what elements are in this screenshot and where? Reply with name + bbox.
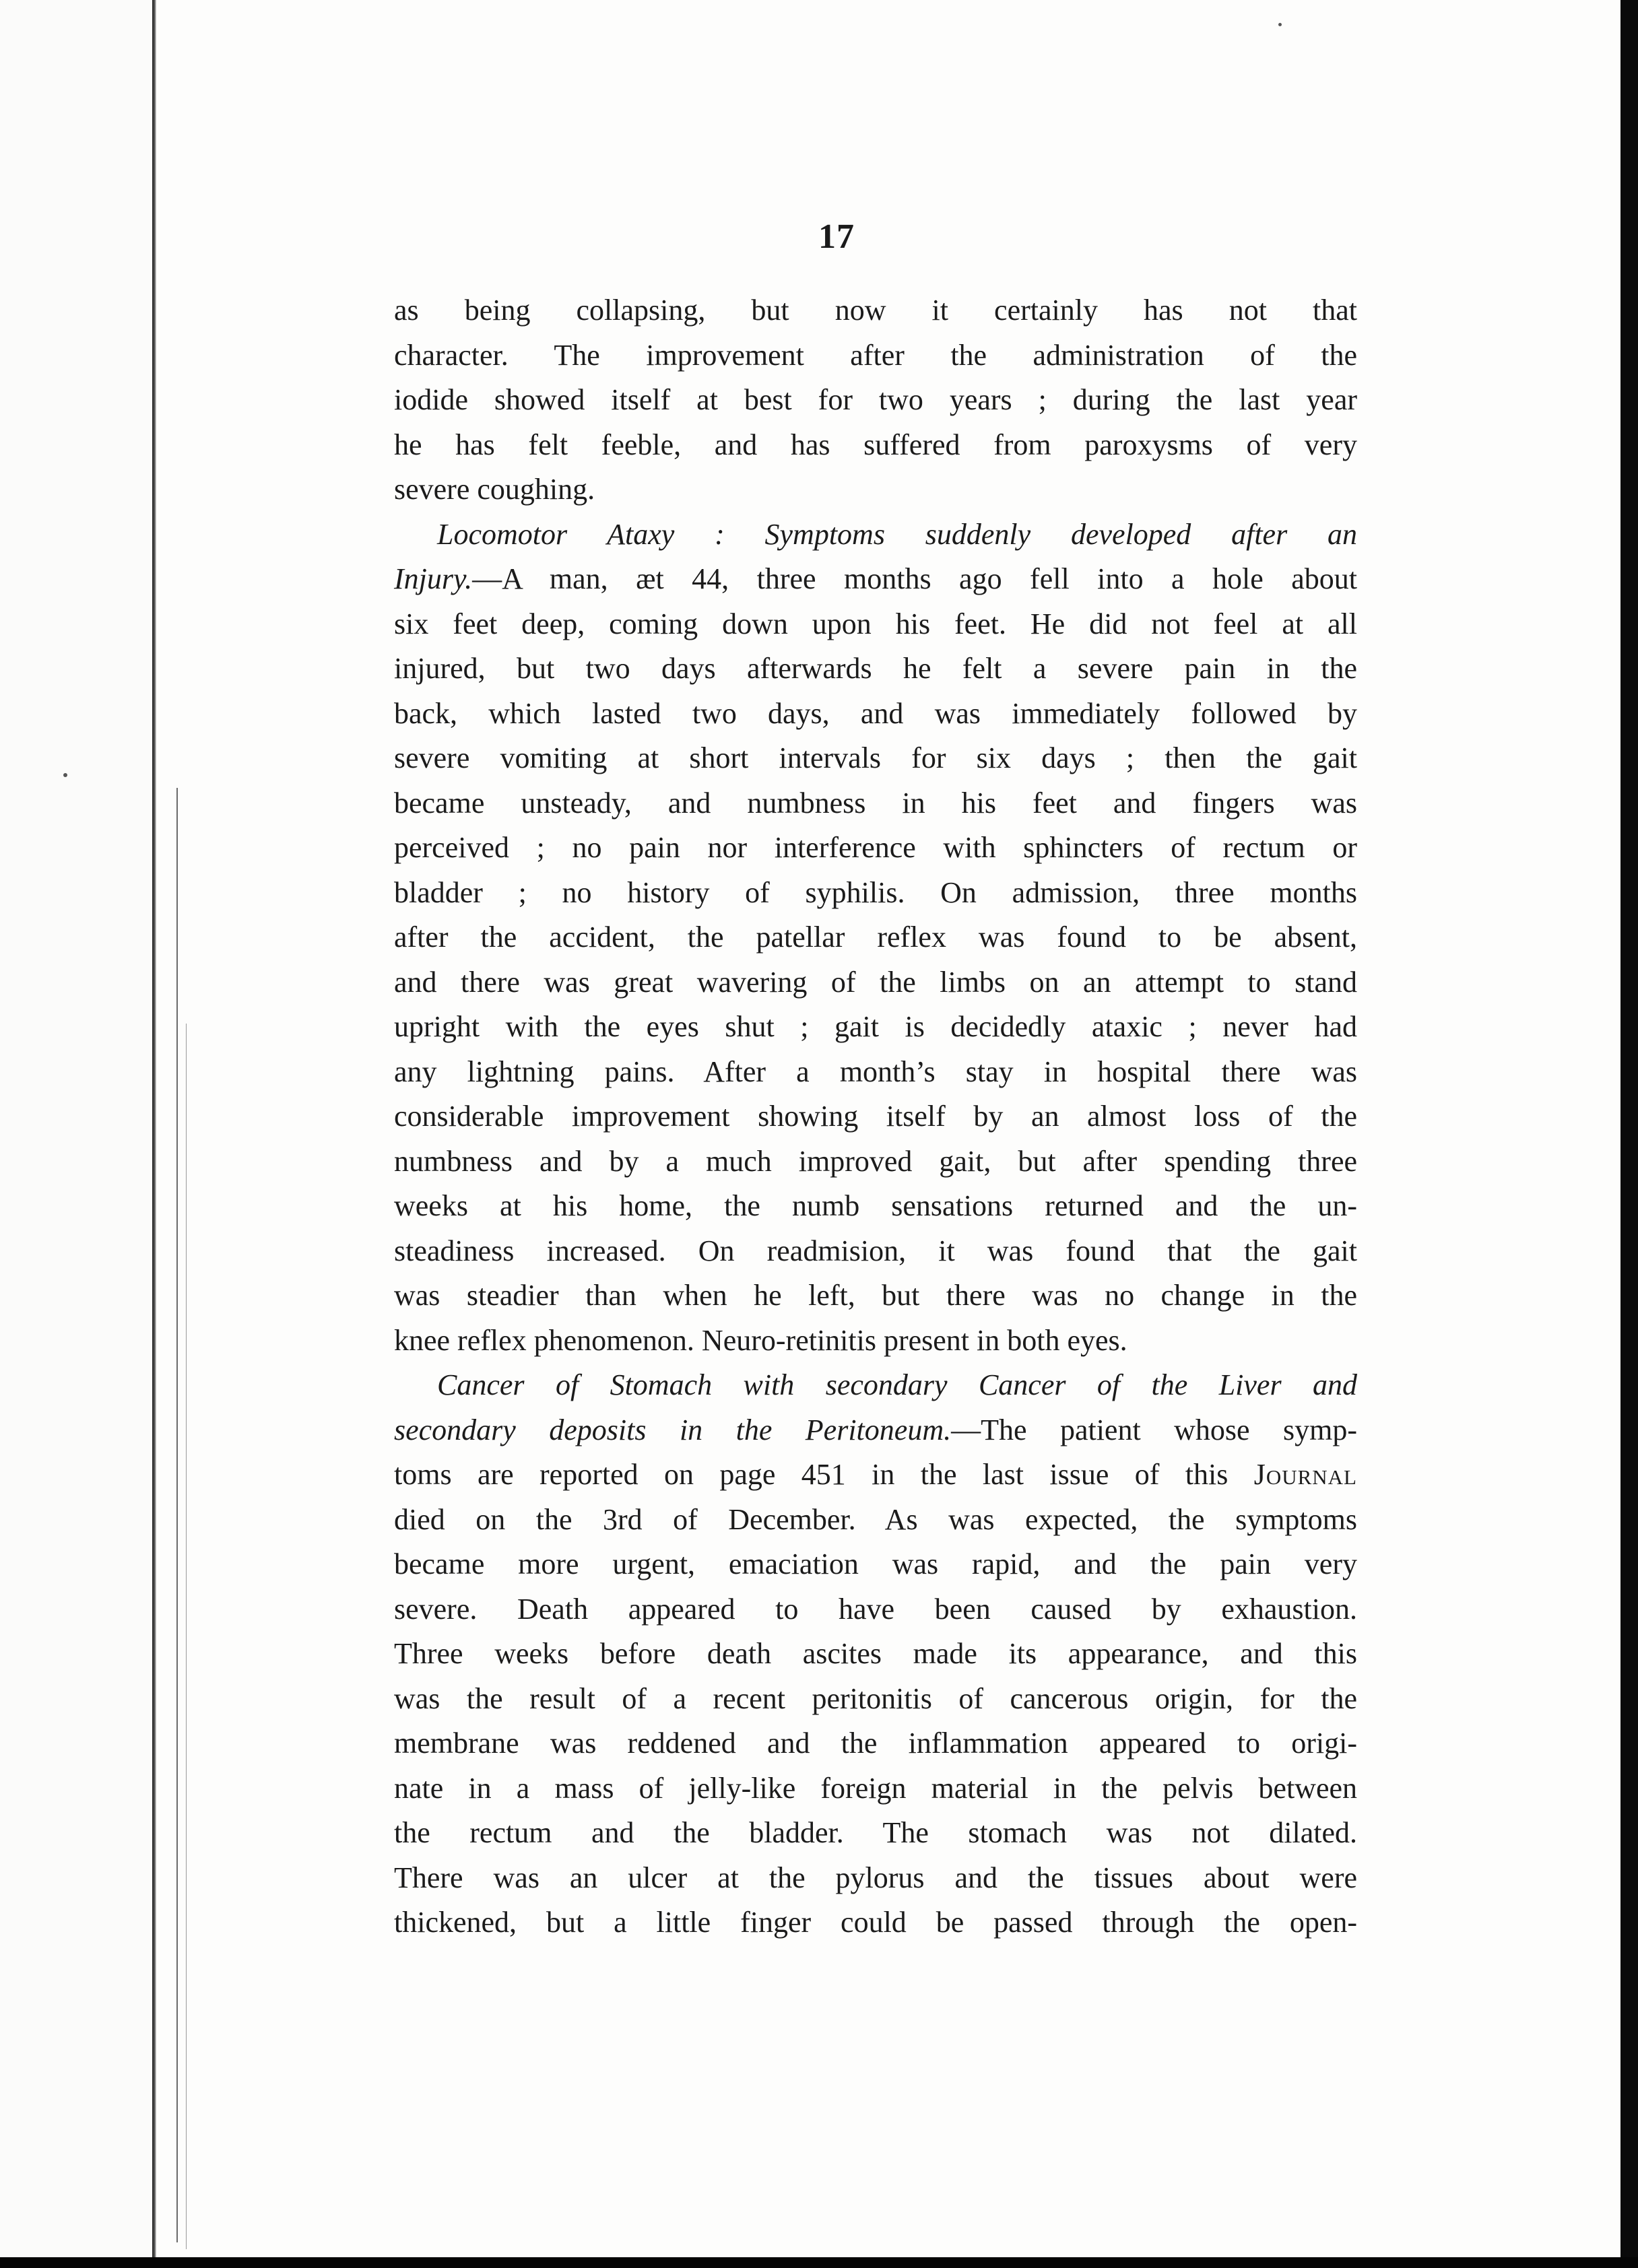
text-line: Injury.—A man, æt 44, three months ago fell into a hole about [394, 562, 1357, 595]
text-line: membrane was reddened and the inflammation appeared to origi- [394, 1727, 1357, 1760]
text-line: numbness and by a much improved gait, but after spending three [394, 1144, 1357, 1178]
text-line: the rectum and the bladder. The stomach was not dilated. [394, 1816, 1357, 1849]
text-line: There was an ulcer at the pylorus and the tissues about were [394, 1861, 1357, 1894]
text-line: perceived ; no pain nor interference with sphincters of rectum or [394, 831, 1357, 864]
left-page-edge [0, 0, 154, 2268]
gutter-line [176, 788, 178, 2242]
text-line: toms are reported on page 451 in the last issue of this Journal [394, 1458, 1357, 1491]
text-line: considerable improvement showing itself by an almost loss of the [394, 1100, 1357, 1133]
scan-speck [1278, 23, 1282, 26]
text-line: nate in a mass of jelly-like foreign material in the pelvis between [394, 1771, 1357, 1805]
journal-name: Journal [1253, 1458, 1357, 1491]
section-heading-end: secondary deposits in the Peritoneum. [394, 1413, 952, 1446]
text-line: Three weeks before death ascites made its appearance, and this [394, 1637, 1357, 1670]
text-line: character. The improvement after the administration of the [394, 338, 1357, 372]
section-heading-end: Injury. [394, 562, 473, 595]
right-scan-border [1620, 0, 1638, 2268]
text-line: secondary deposits in the Peritoneum.—The patient whose symp- [394, 1413, 1357, 1446]
text-line: back, which lasted two days, and was immediately followed by [394, 696, 1357, 730]
text-line: severe. Death appeared to have been caused by exhaustion. [394, 1592, 1357, 1626]
paragraph-continuation [394, 288, 1357, 512]
text-line: died on the 3rd of December. As was expected, the symptoms [394, 1502, 1357, 1536]
text-line: became more urgent, emaciation was rapid, and the pain very [394, 1547, 1357, 1580]
scan-speck [63, 773, 67, 777]
text-line: weeks at his home, the numb sensations returned and the un- [394, 1189, 1357, 1222]
binding-shadow [152, 0, 156, 2257]
text-line: bladder ; no history of syphilis. On admission, three months [394, 875, 1357, 909]
text-line: severe coughing. [394, 473, 595, 506]
text-line: severe vomiting at short intervals for six days ; then the gait [394, 741, 1357, 774]
text-line: as being collapsing, but now it certainly has not that [394, 294, 1357, 327]
text-line: upright with the eyes shut ; gait is decidedly ataxic ; never had [394, 1010, 1357, 1043]
text-line: was the result of a recent peritonitis of cancerous origin, for the [394, 1681, 1357, 1715]
text-line: and there was great wavering of the limbs on an attempt to stand [394, 965, 1357, 999]
text-line: six feet deep, coming down upon his feet. He did not feel at all [394, 607, 1357, 640]
paragraph-locomotor-ataxy [394, 512, 1357, 1364]
text-line: became unsteady, and numbness in his feet and fingers was [394, 786, 1357, 820]
page-number: 17 [818, 218, 855, 256]
gutter-line-faint [186, 1024, 187, 2249]
paragraph-cancer-of-stomach [394, 1363, 1357, 1945]
section-heading: Cancer of Stomach with secondary Cancer of the Liver and [437, 1368, 1357, 1401]
text-line: thickened, but a little finger could be passed through the open- [394, 1906, 1357, 1939]
text-line: any lightning pains. After a month’s stay in hospital there was [394, 1055, 1357, 1088]
bottom-scan-border [0, 2257, 1638, 2268]
body-text [394, 288, 1357, 1945]
text-line: knee reflex phenomenon. Neuro-retinitis present in both eyes. [394, 1323, 1127, 1357]
section-heading: Locomotor Ataxy : Symptoms suddenly developed after an [437, 517, 1357, 551]
text-line: steadiness increased. On readmision, it was found that the gait [394, 1234, 1357, 1267]
text-line: after the accident, the patellar reflex was found to be absent, [394, 921, 1357, 954]
text-line: injured, but two days afterwards he felt a severe pain in the [394, 652, 1357, 685]
text-line: he has felt feeble, and has suffered from paroxysms of very [394, 428, 1357, 461]
text-line: was steadier than when he left, but there was no change in the [394, 1279, 1357, 1312]
text-line: iodide showed itself at best for two years ; during the last year [394, 383, 1357, 416]
